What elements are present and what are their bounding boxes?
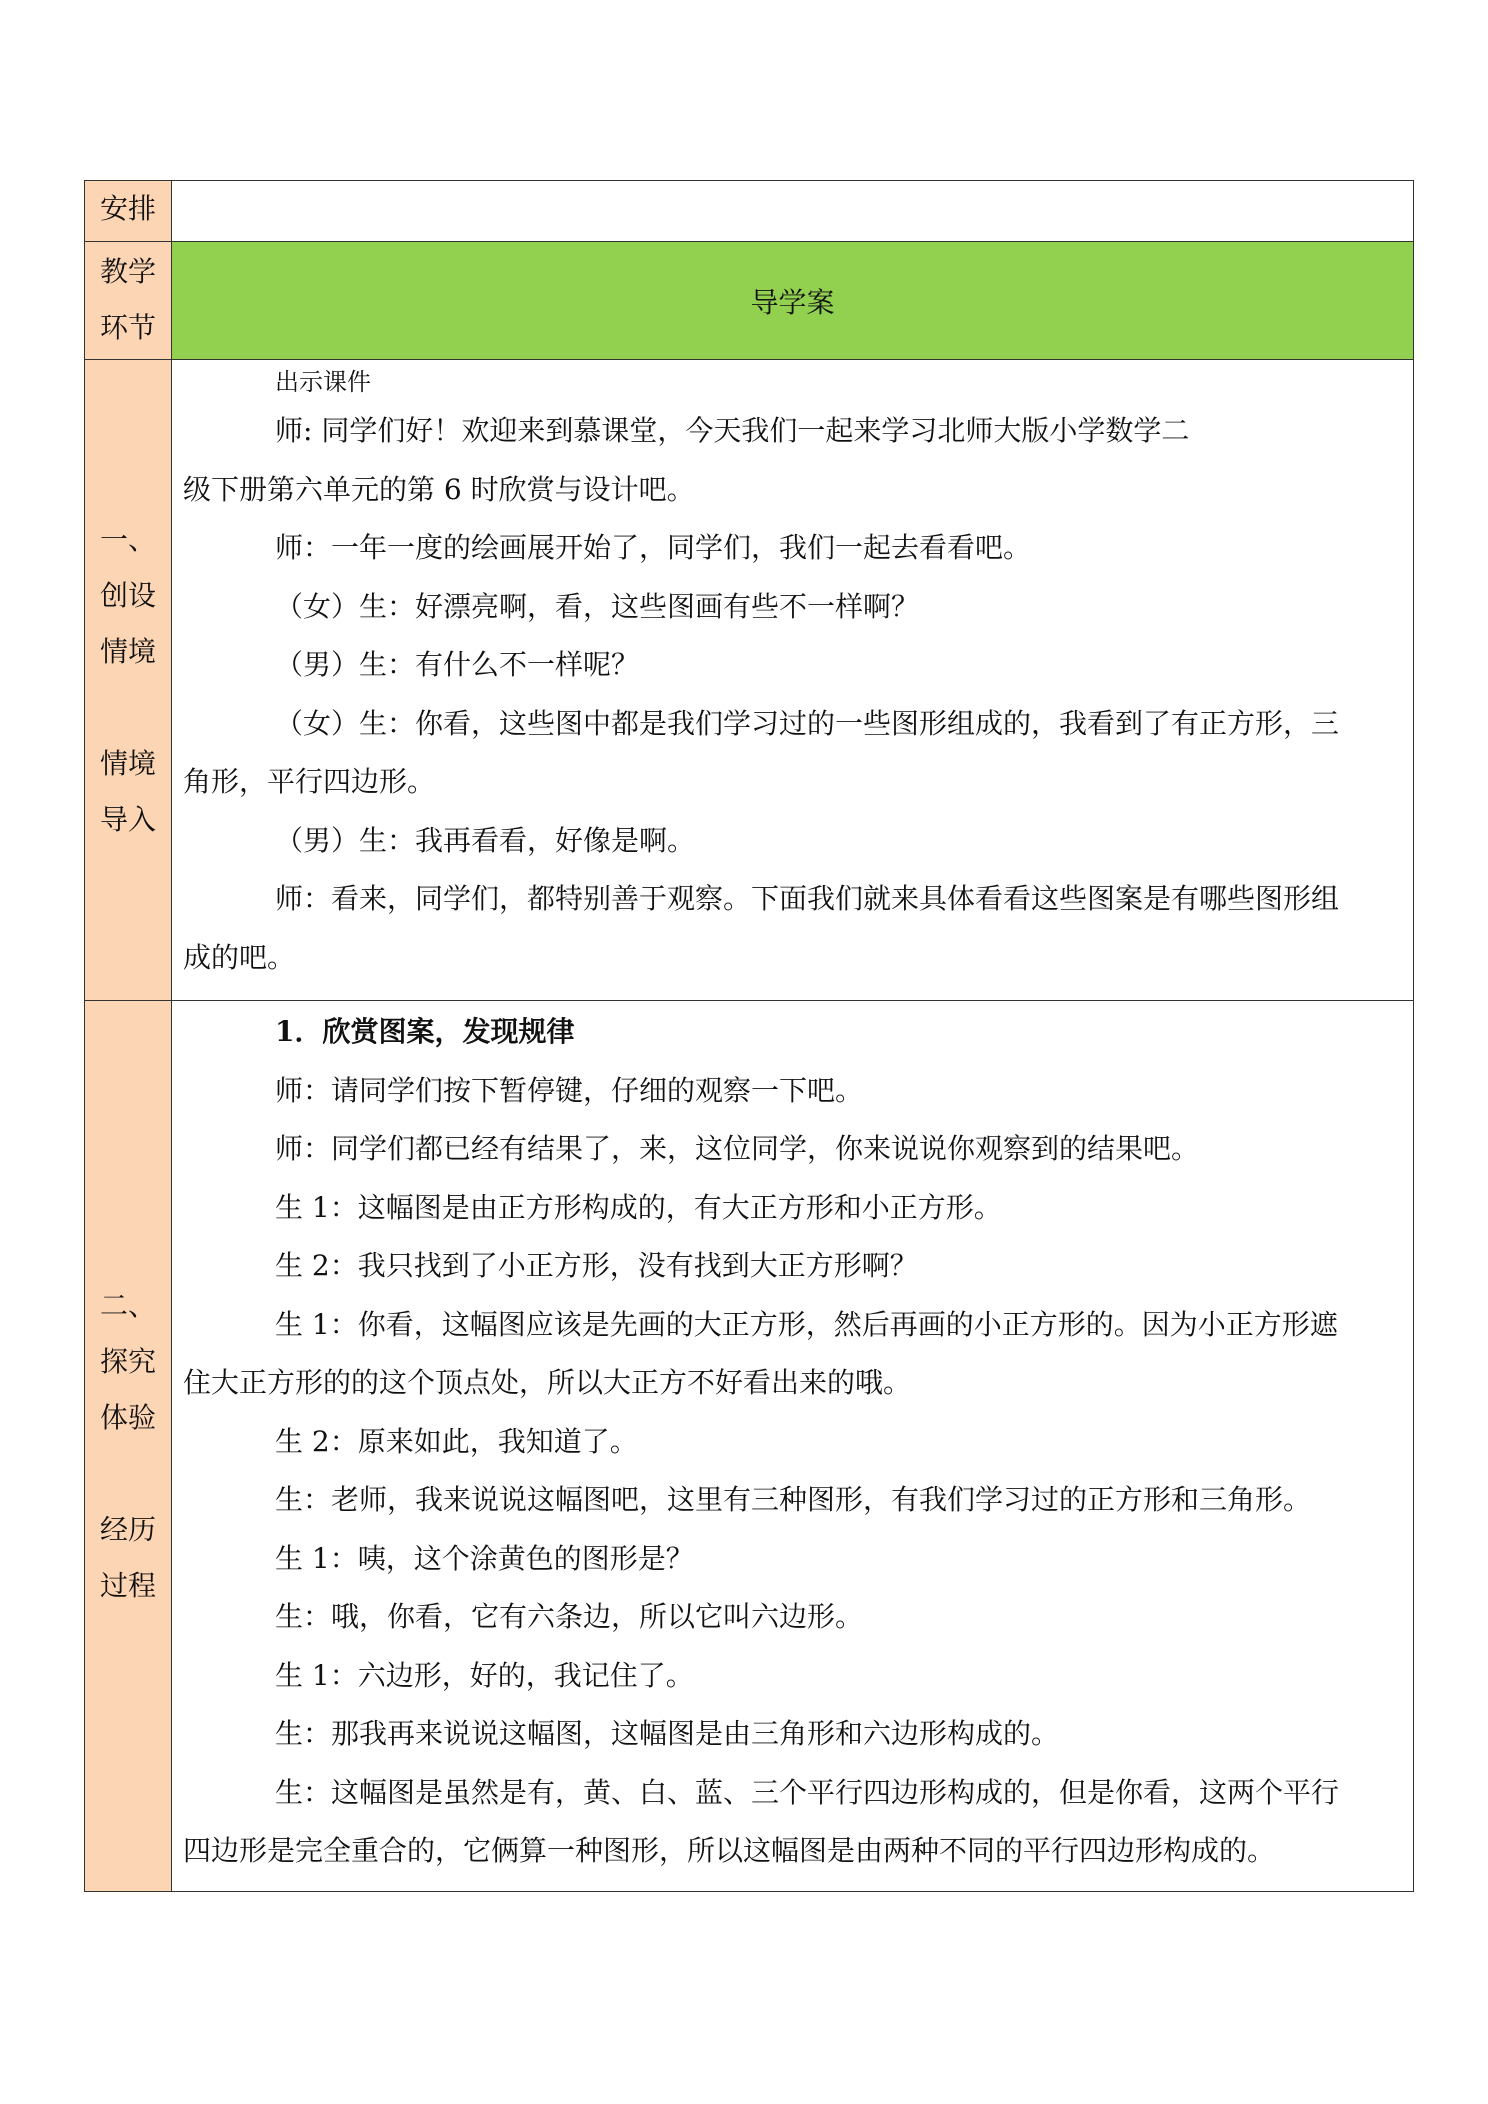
paragraph: 师: 同学们好！欢迎来到慕课堂，今天我们一起来学习北师大版小学数学二 xyxy=(275,414,1190,447)
section-1-content xyxy=(172,360,1414,1001)
paragraph: 师：一年一度的绘画展开始了，同学们，我们一起去看看吧。 xyxy=(275,531,1032,564)
paragraph: 生 1：六边形，好的，我记住了。 xyxy=(275,1658,694,1692)
row-arrangement xyxy=(85,181,1414,242)
paragraph-continued: 住大正方形的的这个顶点处，所以大正方不好看出来的哦。 xyxy=(183,1366,912,1399)
row-section-1 xyxy=(85,360,1414,1001)
label-teaching-stage xyxy=(85,242,172,360)
arrangement-content xyxy=(172,181,1414,242)
label-gap xyxy=(85,680,171,736)
paragraph: 师：看来，同学们，都特别善于观察。下面我们就来具体看看这些图案是有哪些图形组 xyxy=(275,882,1340,915)
paragraph: 生：这幅图是虽然是有，黄、白、蓝、三个平行四边形构成的，但是你看，这两个平行 xyxy=(275,1775,1340,1809)
row-section-2 xyxy=(85,1001,1414,1892)
row-header xyxy=(85,242,1414,360)
label-line: 探究 xyxy=(99,1344,156,1378)
label-arrangement xyxy=(85,181,172,242)
paragraph: 生：哦，你看，它有六条边，所以它叫六边形。 xyxy=(275,1600,864,1633)
label-line: 一、 xyxy=(99,523,156,556)
paragraph-continued: 四边形是完全重合的，它俩算一种图形，所以这幅图是由两种不同的平行四边形构成的。 xyxy=(183,1834,1276,1867)
paragraph-continued: 级下册第六单元的第 6 时欣赏与设计吧。 xyxy=(183,472,695,506)
paragraph: 生 1：咦，这个涂黄色的图形是？ xyxy=(275,1541,694,1575)
paragraph: 生 2：我只找到了小正方形，没有找到大正方形啊？ xyxy=(275,1249,918,1282)
label-line: 导入 xyxy=(99,803,156,836)
courseware-note: 出示课件 xyxy=(275,368,371,396)
label-line: 环节 xyxy=(99,311,156,344)
label-line: 教学 xyxy=(99,255,156,288)
label-line: 创设 xyxy=(99,579,156,612)
section-heading: 1．欣赏图案，发现规律 xyxy=(275,1015,575,1048)
paragraph: 生 1：这幅图是由正方形构成的，有大正方形和小正方形。 xyxy=(275,1190,1002,1224)
paragraph-continued: 角形，平行四边形。 xyxy=(183,765,436,798)
label-line: 过程 xyxy=(99,1568,156,1602)
label-line: 情境 xyxy=(99,635,156,668)
label-section-2 xyxy=(85,1001,172,1892)
paragraph: （男）生：我再看看，好像是啊。 xyxy=(275,823,696,857)
lesson-plan-table xyxy=(84,180,1413,1892)
section-2-content xyxy=(172,1001,1414,1892)
label-line: 情境 xyxy=(99,747,156,780)
label-section-1 xyxy=(85,360,172,1001)
label-gap xyxy=(85,1446,171,1502)
paragraph: 生：老师，我来说说这幅图吧，这里有三种图形，有我们学习过的正方形和三角形。 xyxy=(275,1483,1312,1516)
paragraph-continued: 成的吧。 xyxy=(183,940,296,974)
paragraph: （女）生：你看，这些图中都是我们学习过的一些图形组成的，我看到了有正方形，三 xyxy=(275,706,1340,740)
paragraph: 师：同学们都已经有结果了，来，这位同学，你来说说你观察到的结果吧。 xyxy=(275,1132,1200,1165)
guide-title: 导学案 xyxy=(172,242,1414,360)
paragraph: 生 2：原来如此，我知道了。 xyxy=(275,1424,638,1458)
label-line: 二、 xyxy=(99,1288,156,1322)
label-line: 体验 xyxy=(99,1400,156,1434)
paragraph: （女）生：好漂亮啊，看，这些图画有些不一样啊？ xyxy=(275,589,920,623)
paragraph: 生：那我再来说说这幅图，这幅图是由三角形和六边形构成的。 xyxy=(275,1717,1060,1750)
paragraph: 生 1：你看，这幅图应该是先画的大正方形，然后再画的小正方形的。因为小正方形遮 xyxy=(275,1307,1338,1341)
paragraph: 师：请同学们按下暂停键，仔细的观察一下吧。 xyxy=(275,1073,864,1107)
label-line: 经历 xyxy=(99,1512,156,1546)
label-text: 安排 xyxy=(99,192,156,225)
paragraph: （男）生：有什么不一样呢？ xyxy=(275,648,640,681)
